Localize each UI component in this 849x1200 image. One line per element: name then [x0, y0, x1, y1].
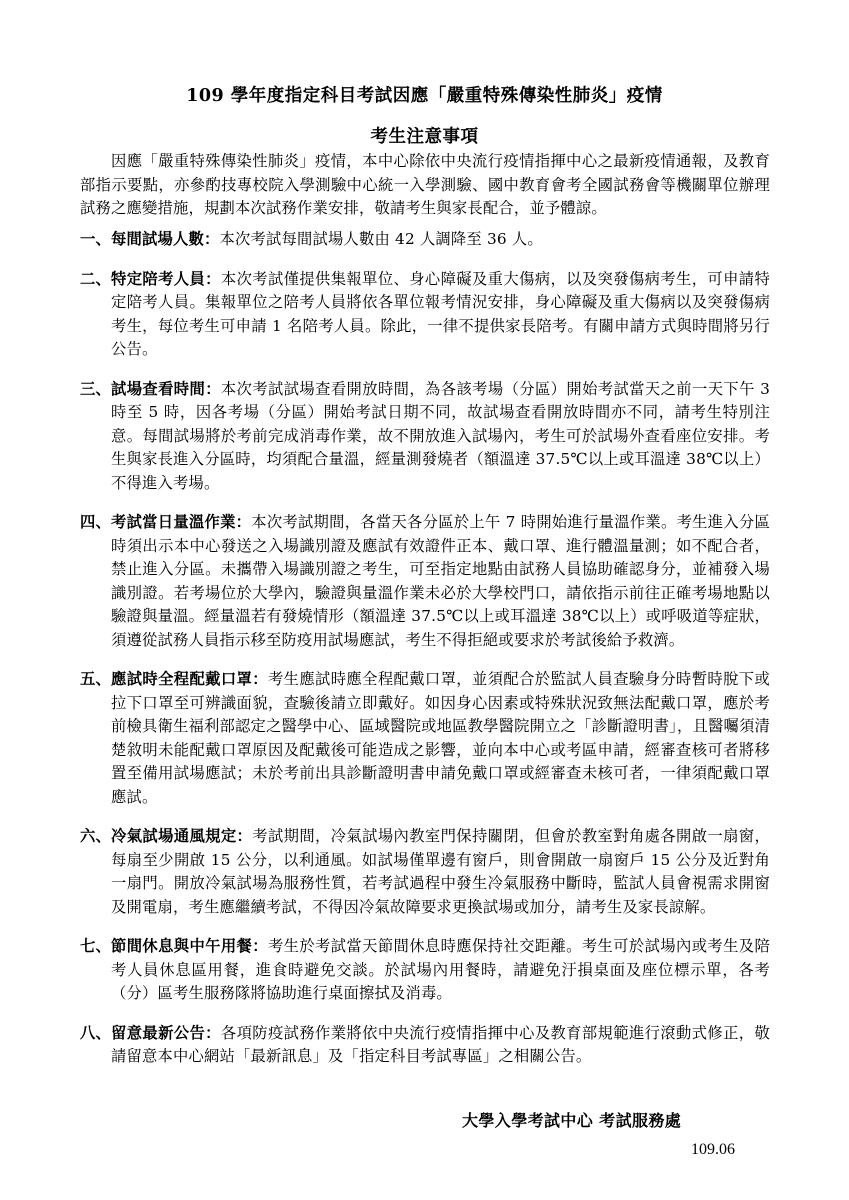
item-body: 考試期間，冷氣試場內教室門保持關閉，但會於教室對角處各開啟一扇窗，每扇至少開啟 15 公分，以利通風。如試場僅單邊有窗戶，則會開啟一扇窗戶 15 公分及近對角一扇門。開放冷氣試場為服務性質，若考試過程中發生冷氣服務中斷時，監試人員會視需求開窗及開電扇，考生應繼續考試，不得因冷氣故障要求更換試場或加分，請考生及家長諒解。 — [111, 827, 770, 916]
item-heading: 考試當日量溫作業： — [111, 513, 252, 531]
item-number: 八、 — [80, 1023, 111, 1042]
item-text — [111, 668, 770, 809]
notice-list — [80, 228, 770, 1085]
notice-item-6 — [80, 825, 770, 919]
item-text — [111, 935, 770, 1006]
item-number: 四、 — [80, 513, 111, 531]
notice-item-2 — [80, 268, 770, 362]
item-number: 三、 — [80, 379, 111, 398]
item-body: 本次考試每間試場人數由 42 人調降至 36 人。 — [219, 230, 543, 248]
item-body: 本次考試期間，各當天各分區於上午 7 時開始進行量溫作業。考生進入分區時須出示本中心發送之入場識別證及應試有效證件正本、戴口罩、進行體溫量測；如不配合者，禁止進入分區。未攜帶入場識別證之考生，可至指定地點由試務人員協助確認身分，並補發入場識別證。若考場位於大學內，驗證與量溫作業未必於大學校門口，請依指示前往正確考場地點以驗證與量溫。經量溫若有發燒情形（額溫達 37.5℃以上或耳溫達 38℃以上）或呼吸道等症狀，須遵從試務人員指示移至防疫用試場應試，考生不得拒絕或要求於考試後給予救濟。 — [111, 513, 770, 649]
document-subtitle: 考生注意事項 — [370, 127, 479, 147]
notice-item-4 — [80, 511, 770, 652]
item-heading: 試場查看時間： — [111, 379, 221, 398]
item-heading: 特定陪考人員： — [111, 269, 221, 288]
item-number: 七、 — [80, 937, 111, 955]
item-body: 本次考試試場查看開放時間，為各該考場（分區）開始考試當天之前一天下午 3 時至 5 時，因各考場（分區）開始考試日期不同，故試場查看開放時間亦不同，請考生特別注意。每間試場將於考前完成消毒作業，故不開放進入試場內，考生可於試場外查看座位安排。考生與家長進入分區時，均須配合量溫，經量測發燒者（額溫達 37.5℃以上或耳溫達 38℃以上）不得進入考場。 — [111, 379, 770, 492]
item-body: 考生於考試當天節間休息時應保持社交距離。考生可於試場內或考生及陪考人員休息區用餐，進食時避免交談。於試場內用餐時，請避免汙損桌面及座位標示單，各考（分）區考生服務隊將協助進行桌面擦拭及消毒。 — [111, 937, 770, 1002]
notice-item-5 — [80, 668, 770, 809]
item-number: 一、 — [80, 230, 111, 248]
item-body: 各項防疫試務作業將依中央流行疫情指揮中心及教育部規範進行滾動式修正，敬請留意本中心網站「最新訊息」及「指定科目考試專區」之相關公告。 — [111, 1023, 770, 1065]
item-number: 二、 — [80, 269, 111, 288]
signature: 大學入學考試中心 考試服務處 — [462, 1111, 682, 1130]
document-date: 109.06 — [691, 1141, 735, 1158]
item-text — [111, 268, 770, 362]
item-text — [111, 1022, 770, 1069]
item-heading: 留意最新公告： — [111, 1023, 221, 1042]
item-heading: 冷氣試場通風規定： — [111, 827, 253, 845]
item-text — [111, 378, 770, 496]
notice-item-3 — [80, 378, 770, 496]
intro-paragraph: 因應「嚴重特殊傳染性肺炎」疫情，本中心除依中央流行疫情指揮中心之最新疫情通報，及教育部指示要點，亦參酌技專校院入學測驗中心統一入學測驗、國中教育會考全國試務會等機關單位辦理試務之應變措施，規劃本次試務作業安排，敬請考生與家長配合，並予體諒。 — [80, 152, 770, 217]
item-heading: 應試時全程配戴口罩： — [111, 670, 268, 688]
item-text — [111, 511, 770, 652]
notice-item-1 — [80, 228, 770, 252]
notice-item-7 — [80, 935, 770, 1006]
item-body: 考生應試時應全程配戴口罩，並須配合於監試人員查驗身分時暫時脫下或拉下口罩至可辨識面貌，查驗後請立即戴好。如因身心因素或特殊狀況致無法配戴口罩，應於考前檢具衛生福利部認定之醫學中心、區域醫院或地區教學醫院開立之「診斷證明書」，且醫囑須清楚敘明未能配戴口罩原因及配戴後可能造成之影響，並向本中心或考區申請，經審查核可者將移置至備用試場應試；未於考前出具診斷證明書申請免戴口罩或經審查未核可者，一律須配戴口罩應試。 — [111, 670, 770, 806]
item-number: 六、 — [80, 827, 111, 845]
item-number: 五、 — [80, 670, 111, 688]
notice-item-8 — [80, 1022, 770, 1069]
item-text — [111, 825, 770, 919]
item-text — [111, 228, 770, 252]
item-heading: 節間休息與中午用餐： — [111, 937, 268, 955]
document-title: 109 學年度指定科目考試因應「嚴重特殊傳染性肺炎」疫情 — [186, 86, 663, 106]
item-heading: 每間試場人數： — [111, 230, 220, 248]
item-body: 本次考試僅提供集報單位、身心障礙及重大傷病，以及突發傷病考生，可申請特定陪考人員。集報單位之陪考人員將依各單位報考情況安排，身心障礙及重大傷病以及突發傷病考生，每位考生可申請 1 名陪考人員。除此，一律不提供家長陪考。有關申請方式與時間將另行公告。 — [111, 269, 770, 358]
